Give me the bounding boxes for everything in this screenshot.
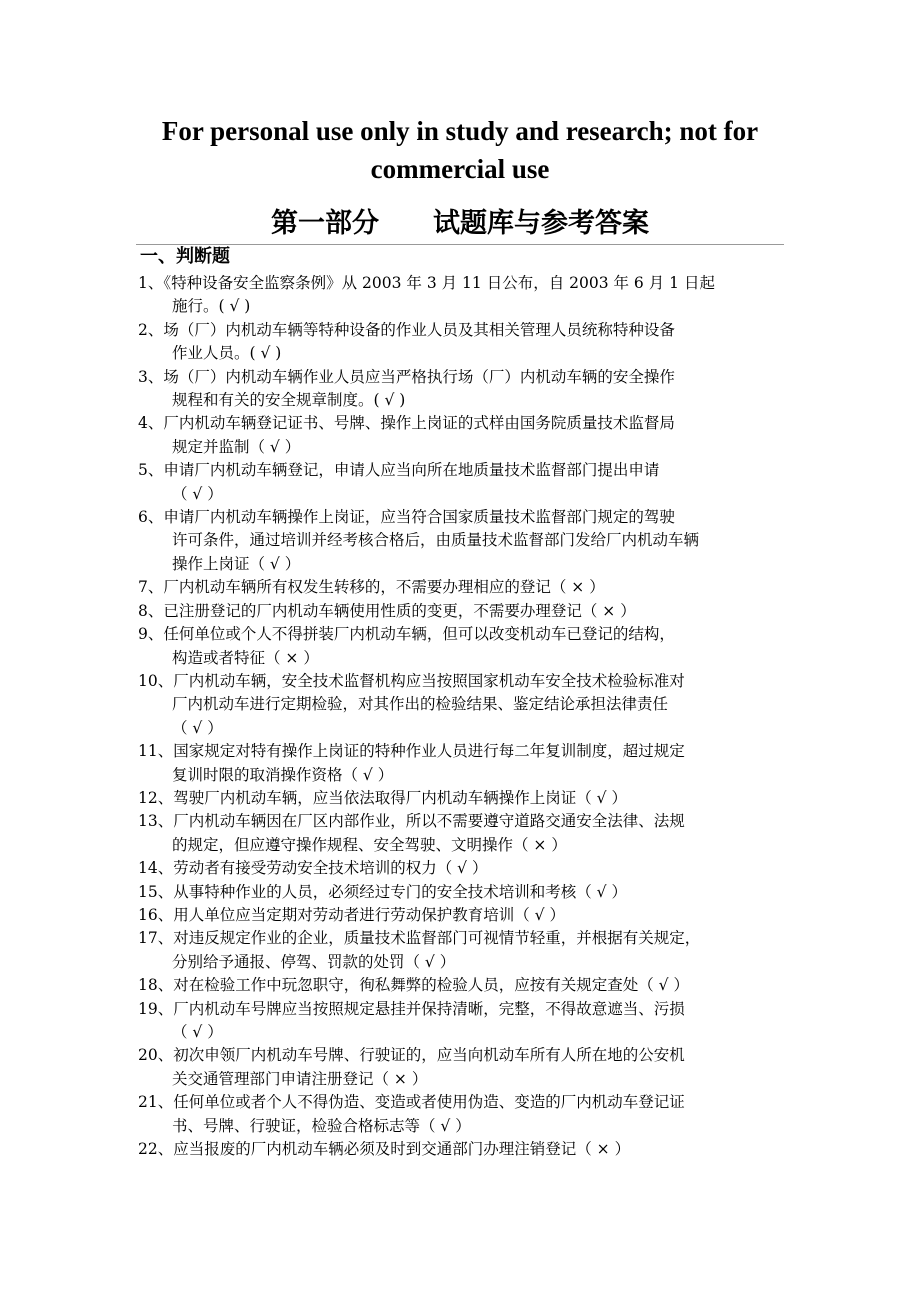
question-text-continued: 的规定，但应遵守操作规程、安全驾驶、文明操作（ × ） [172, 835, 567, 854]
question-item [138, 506, 788, 576]
question-item [138, 1138, 788, 1161]
question-text: 2、场（厂）内机动车辆等特种设备的作业人员及其相关管理人员统称特种设备 [138, 320, 675, 339]
question-text: 20、初次申领厂内机动车号牌、行驶证的，应当向机动车所有人所在地的公安机 [138, 1046, 685, 1065]
question-item [138, 927, 788, 974]
question-text: 15、从事特种作业的人员，必须经过专门的安全技术培训和考核（ √ ） [138, 882, 627, 901]
question-item [138, 810, 788, 857]
question-text: 16、用人单位应当定期对劳动者进行劳动保护教育培训（ √ ） [138, 905, 565, 924]
question-text-continued: 规定并监制（ √ ） [172, 437, 301, 456]
usage-notice-line-1: For personal use only in study and research; not for [161, 116, 759, 146]
question-text-continued: 厂内机动车进行定期检验，对其作出的检验结果、鉴定结论承担法律责任 [172, 695, 669, 714]
question-item [138, 740, 788, 787]
question-text-continued: 复训时限的取消操作资格（ √ ） [172, 765, 394, 784]
question-text-continued: （ √ ） [172, 1023, 223, 1041]
question-text: 18、对在检验工作中玩忽职守，徇私舞弊的检验人员，应按有关规定查处（ √ ） [138, 976, 689, 995]
question-text-continued: 书、号牌、行驶证，检验合格标志等（ √ ） [172, 1116, 471, 1135]
title-divider [136, 244, 784, 245]
question-item [138, 623, 788, 670]
question-text: 17、对违反规定作业的企业，质量技术监督部门可视情节轻重，并根据有关规定， [138, 929, 701, 948]
question-item [138, 319, 788, 366]
question-text: 7、厂内机动车辆所有权发生转移的，不需要办理相应的登记（ × ） [138, 578, 605, 597]
question-item [138, 974, 788, 997]
question-item [138, 600, 788, 623]
question-text: 1、《特种设备安全监察条例》从 2003 年 3 月 11 日公布，自 2003 年 6 月 1 日起 [138, 274, 715, 292]
usage-notice [60, 112, 860, 188]
question-item [138, 904, 788, 927]
question-text: 12、驾驶厂内机动车辆，应当依法取得厂内机动车辆操作上岗证（ √ ） [138, 788, 627, 807]
question-text: 14、劳动者有接受劳动安全技术培训的权力（ √ ） [138, 859, 488, 878]
question-text: 22、应当报废的厂内机动车辆必须及时到交通部门办理注销登记（ × ） [138, 1140, 631, 1159]
question-item [138, 1091, 788, 1138]
question-item [138, 459, 788, 506]
question-text-continued: 作业人员。( √ ) [172, 344, 282, 363]
part-title: 第一部分 试题库与参考答案 [271, 208, 649, 239]
question-text-continued: 关交通管理部门申请注册登记（ × ） [172, 1069, 428, 1088]
section-heading: 一、判断题 [140, 246, 230, 267]
question-text: 13、厂内机动车辆因在厂区内部作业，所以不需要遵守道路交通安全法律、法规 [138, 812, 685, 831]
question-item [138, 998, 788, 1045]
question-text: 4、厂内机动车辆登记证书、号牌、操作上岗证的式样由国务院质量技术监督局 [138, 414, 675, 433]
question-text-continued: （ √ ） [172, 718, 223, 737]
question-text-continued: 施行。( √ ) [172, 297, 251, 316]
question-text: 10、厂内机动车辆，安全技术监督机构应当按照国家机动车安全技术检验标准对 [138, 671, 685, 690]
question-item [138, 670, 788, 740]
question-item [138, 787, 788, 810]
question-item [138, 1044, 788, 1091]
question-text-continued: （ √ ） [172, 484, 223, 503]
question-text: 11、国家规定对特有操作上岗证的特种作业人员进行每二年复训制度，超过规定 [138, 742, 685, 761]
question-text-continued: 构造或者特征（ × ） [172, 648, 319, 667]
question-item [138, 366, 788, 413]
question-text: 8、已注册登记的厂内机动车辆使用性质的变更，不需要办理登记（ × ） [138, 601, 636, 620]
question-item [138, 576, 788, 599]
question-text: 19、厂内机动车号牌应当按照规定悬挂并保持清晰，完整，不得故意遮当、污损 [138, 999, 685, 1018]
question-text-continued: 许可条件，通过培训并经考核合格后，由质量技术监督部门发给厂内机动车辆 [172, 531, 700, 550]
question-item [138, 412, 788, 459]
question-text-continued: 操作上岗证（ √ ） [172, 554, 301, 573]
question-text-continued: 分别给予通报、停驾、罚款的处罚（ √ ） [172, 952, 456, 971]
question-item [138, 881, 788, 904]
question-text: 6、申请厂内机动车辆操作上岗证，应当符合国家质量技术监督部门规定的驾驶 [138, 508, 675, 527]
question-text: 9、任何单位或个人不得拼装厂内机动车辆，但可以改变机动车已登记的结构， [138, 625, 675, 644]
question-item [138, 272, 788, 319]
question-list [138, 272, 788, 1161]
question-item [138, 857, 788, 880]
question-text: 21、任何单位或者个人不得伪造、变造或者使用伪造、变造的厂内机动车登记证 [138, 1093, 685, 1112]
question-text: 5、申请厂内机动车辆登记，申请人应当向所在地质量技术监督部门提出申请 [138, 461, 660, 480]
question-text-continued: 规程和有关的安全规章制度。( √ ) [172, 391, 406, 410]
usage-notice-line-2: commercial use [370, 154, 550, 184]
question-text: 3、场（厂）内机动车辆作业人员应当严格执行场（厂）内机动车辆的安全操作 [138, 367, 675, 386]
